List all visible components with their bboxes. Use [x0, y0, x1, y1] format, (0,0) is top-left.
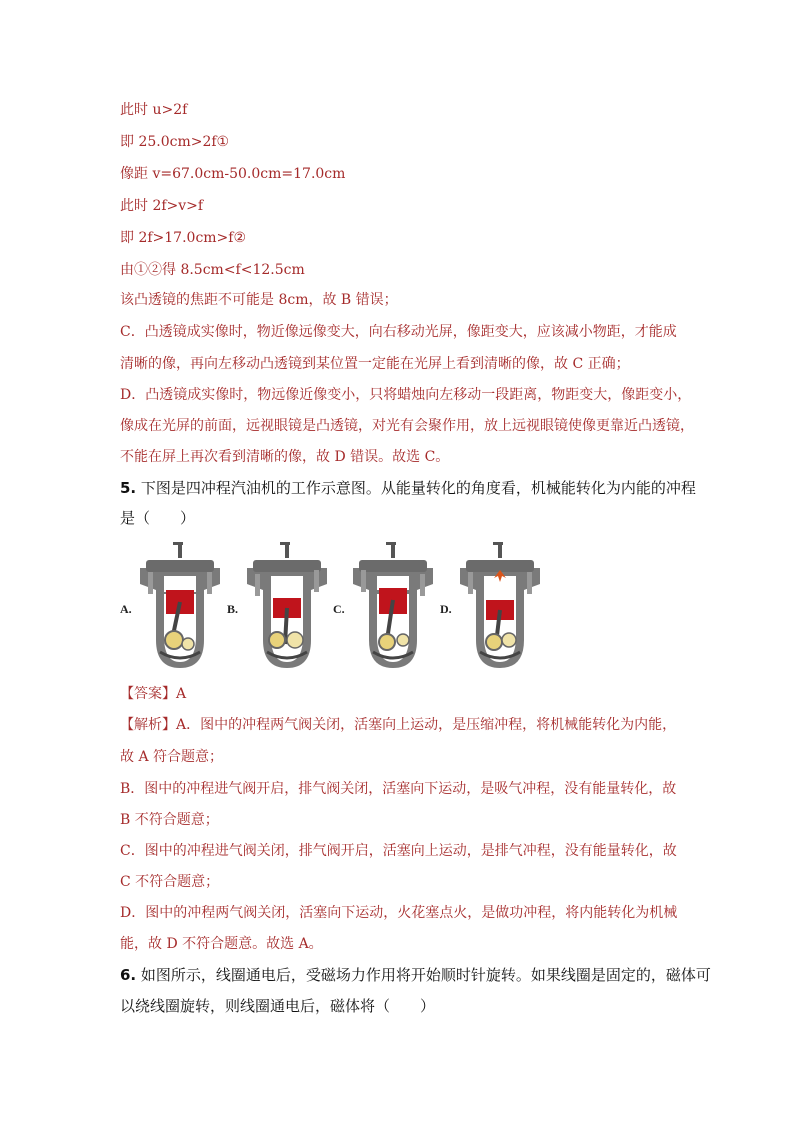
- question-6-stem-line2: 以绕线圈旋转，则线圈通电后，磁体将（ ）: [120, 997, 436, 1015]
- option-a-label: A.: [120, 602, 132, 616]
- analysis-line: 故 A 符合题意；: [120, 749, 224, 765]
- question-5-stem-line2: 是（ ）: [120, 509, 196, 527]
- analysis-line: D．图中的冲程两气阀关闭，活塞向下运动，火花塞点火，是做功冲程，将内能转化为机械: [120, 905, 678, 921]
- engine-diagram-a: [134, 540, 226, 672]
- engine-c-drawing: [353, 542, 433, 668]
- analysis-line: C．图中的冲程进气阀关闭，排气阀开启，活塞向上运动，是排气冲程，没有能量转化，故: [120, 843, 677, 859]
- solution-line: 即 2f>17.0cm>f②: [120, 230, 247, 246]
- solution-line: 此时 u>2f: [120, 102, 188, 118]
- solution-line: 清晰的像，再向左移动凸透镜到某位置一定能在光屏上看到清晰的像，故 C 正确；: [120, 356, 630, 372]
- question-5-stem-line1: [120, 476, 696, 500]
- solution-line: 即 25.0cm>2f①: [120, 134, 230, 150]
- option-b-label: B.: [227, 602, 239, 616]
- solution-line: 该凸透镜的焦距不可能是 8cm，故 B 错误；: [120, 292, 398, 308]
- solution-line: 此时 2f>v>f: [120, 198, 204, 214]
- engine-diagram-c: [347, 540, 439, 672]
- answer-line: 【答案】A: [120, 686, 187, 702]
- solution-line: C．凸透镜成实像时，物近像远像变大，向右移动光屏，像距变大，应该减小物距，才能成: [120, 324, 677, 340]
- solution-line: 由①②得 8.5cm<f<12.5cm: [120, 262, 305, 278]
- question-6-number: 6.: [120, 966, 137, 984]
- analysis-line: 能，故 D 不符合题意。故选 A。: [120, 936, 323, 952]
- question-5-number: 5.: [120, 479, 137, 497]
- option-d-label: D.: [440, 602, 452, 616]
- engine-b-drawing: [247, 542, 327, 668]
- engine-d-drawing: [460, 542, 540, 668]
- analysis-line: C 不符合题意；: [120, 874, 220, 890]
- engine-diagram-b: [241, 540, 333, 672]
- solution-line: 不能在屏上再次看到清晰的像，故 D 错误。故选 C。: [120, 449, 450, 465]
- analysis-line: B．图中的冲程进气阀开启，排气阀关闭，活塞向下运动，是吸气冲程，没有能量转化，故: [120, 781, 677, 797]
- question-6-text: 如图所示，线圈通电后，受磁场力作用将开始顺时针旋转。如果线圈是固定的，磁体可: [140, 966, 711, 984]
- engine-diagram-d: [454, 540, 546, 672]
- analysis-line: B 不符合题意；: [120, 812, 219, 828]
- option-c-label: C.: [333, 602, 345, 616]
- analysis-line: 【解析】A．图中的冲程两气阀关闭，活塞向上运动，是压缩冲程，将机械能转化为内能，: [120, 717, 677, 733]
- engine-a-drawing: [140, 542, 220, 668]
- solution-line: D．凸透镜成实像时，物远像近像变小，只将蜡烛向左移动一段距离，物距变大，像距变小，: [120, 387, 692, 403]
- solution-line: 像距 v=67.0cm-50.0cm=17.0cm: [120, 166, 346, 182]
- solution-line: 像成在光屏的前面，远视眼镜是凸透镜，对光有会聚作用，放上远视眼镜使像更靠近凸透镜，: [120, 418, 694, 434]
- question-5-text: 下图是四冲程汽油机的工作示意图。从能量转化的角度看，机械能转化为内能的冲程: [140, 479, 696, 497]
- question-6-stem-line1: [120, 963, 711, 987]
